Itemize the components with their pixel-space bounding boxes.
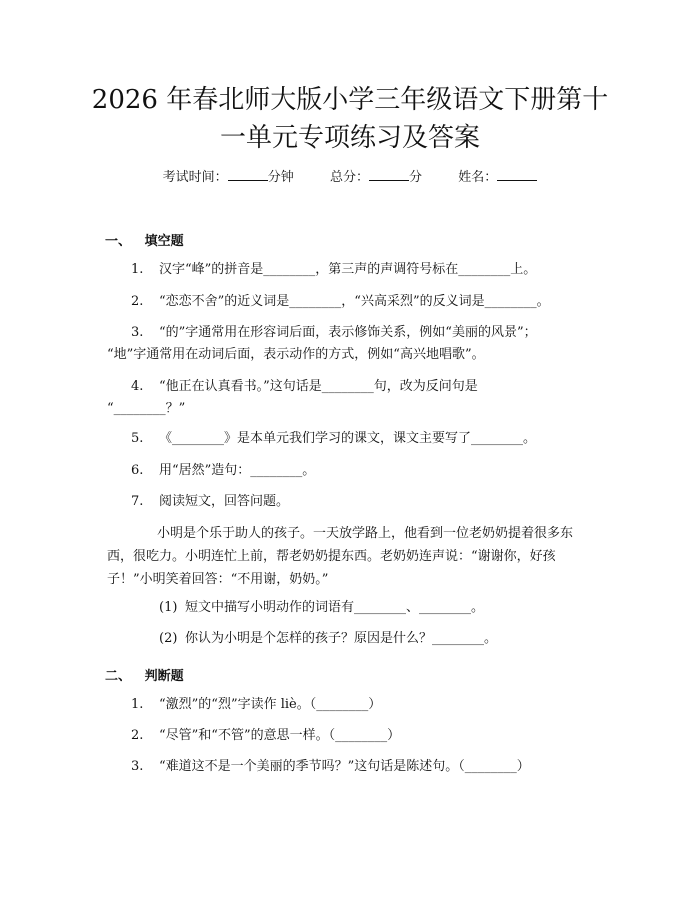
question-item: [131, 725, 611, 747]
question-text: 《________》是本单元我们学习的课文，课文主要写了________。: [159, 431, 537, 446]
question-number: 7.: [131, 494, 144, 509]
section-title-true-false: 二、 判断题: [105, 669, 184, 684]
exam-meta: [0, 166, 700, 185]
score-blank[interactable]: [369, 168, 409, 181]
time-blank[interactable]: [228, 168, 268, 181]
question-number: 5.: [131, 431, 144, 446]
question-number: 6.: [131, 463, 144, 478]
question-text: “尽管”和“不管”的意思一样。（________）: [159, 728, 401, 743]
question-text: “难道这不是一个美丽的季节吗？”这句话是陈述句。（________）: [159, 759, 530, 774]
section-title-fill-in: 一、 填空题: [105, 234, 184, 249]
page-title-line-2: 一单元专项练习及答案: [219, 123, 480, 153]
question-number: 1.: [131, 262, 144, 277]
question-text-line-2: “________？”: [107, 401, 186, 416]
subquestion-item: [159, 628, 497, 650]
question-item: [131, 428, 611, 450]
passage-line: 西，很吃力。小明连忙上前，帮老奶奶提东西。老奶奶连声说：“谢谢你，好孩: [107, 549, 556, 564]
question-item: [131, 694, 611, 716]
question-text: “激烈”的“烈”字读作 liè。（________）: [159, 697, 382, 712]
question-text: 用“居然”造句：________。: [159, 463, 316, 478]
question-item: [131, 291, 611, 313]
subquestion-item: [159, 597, 484, 619]
question-item: [131, 460, 611, 482]
subquestion-text: 短文中描写小明动作的词语有________、________。: [185, 600, 485, 615]
question-text-line-2: “地”字通常用在动词后面，表示动作的方式，例如“高兴地唱歌”。: [107, 347, 485, 362]
time-label: 考试时间：: [162, 170, 228, 185]
question-text-line-1: “的”字通常用在形容词后面，表示修饰关系，例如“美丽的风景”；: [159, 325, 537, 340]
question-item: [131, 259, 611, 281]
subquestion-number: (2): [159, 631, 178, 646]
question-item: [131, 756, 611, 778]
score-label: 总分：: [329, 170, 369, 185]
question-number: 2.: [131, 294, 144, 309]
question-text: “恋恋不舍”的近义词是________，“兴高采烈”的反义词是________。: [159, 294, 550, 309]
passage-line: 子！”小明笑着回答：“不用谢，奶奶。”: [107, 572, 329, 587]
subquestion-text: 你认为小明是个怎样的孩子？原因是什么？________。: [185, 631, 498, 646]
question-text-line-1: “他正在认真看书。”这句话是________句，改为反问句是: [159, 379, 478, 394]
subquestion-number: (1): [159, 600, 178, 615]
passage-line: 小明是个乐于助人的孩子。一天放学路上，他看到一位老奶奶提着很多东: [157, 526, 574, 541]
name-label: 姓名：: [458, 170, 498, 185]
question-text: 阅读短文，回答问题。: [159, 494, 290, 509]
question-number: 3.: [131, 759, 144, 774]
question-number: 4.: [131, 379, 144, 394]
reading-passage: [107, 522, 602, 591]
name-blank[interactable]: [497, 168, 537, 181]
page-title-line-1: 2026 年春北师大版小学三年级语文下册第十: [91, 85, 609, 115]
question-number: 3.: [131, 325, 144, 340]
time-unit: 分钟: [267, 170, 294, 185]
question-item: [131, 491, 611, 513]
question-item: [107, 322, 607, 366]
question-number: 2.: [131, 728, 144, 743]
question-item: [107, 376, 607, 420]
question-number: 1.: [131, 697, 144, 712]
question-text: 汉字“峰”的拼音是________，第三声的声调符号标在________上。: [159, 262, 537, 277]
score-unit: 分: [409, 170, 423, 185]
